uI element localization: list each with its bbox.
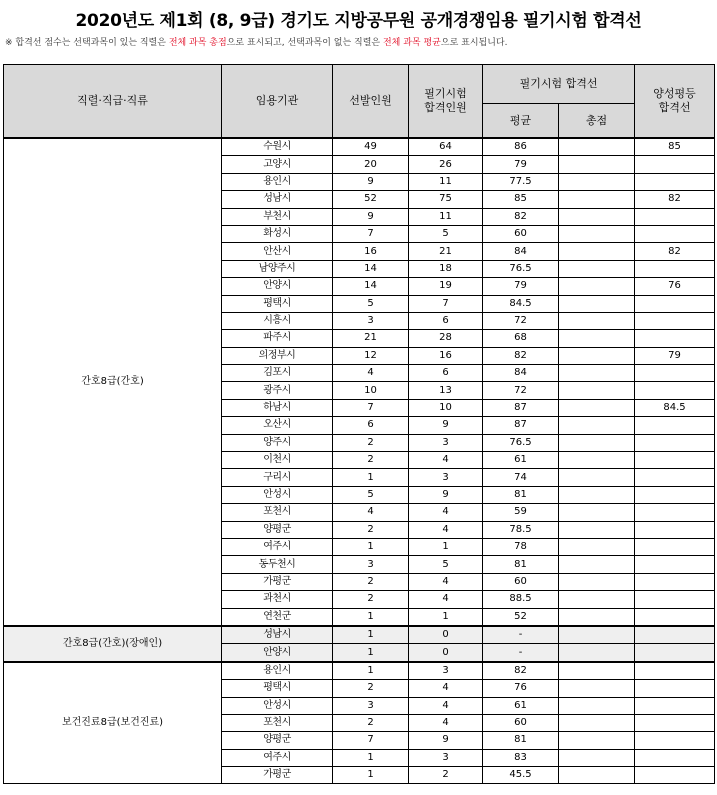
pass-count-cell: 18 bbox=[409, 260, 483, 277]
selection-count-cell: 3 bbox=[333, 697, 409, 714]
header-total: 총점 bbox=[559, 104, 635, 139]
agency-cell: 평택시 bbox=[222, 295, 333, 312]
header-agency: 임용기관 bbox=[222, 65, 333, 139]
selection-count-cell: 4 bbox=[333, 504, 409, 521]
total-cell bbox=[559, 504, 635, 521]
gender-equality-cell bbox=[635, 732, 715, 749]
selection-count-cell: 3 bbox=[333, 556, 409, 573]
gender-equality-cell bbox=[635, 504, 715, 521]
gender-equality-cell: 79 bbox=[635, 347, 715, 364]
gender-equality-cell: 76 bbox=[635, 278, 715, 295]
selection-count-cell: 9 bbox=[333, 173, 409, 190]
selection-count-cell: 20 bbox=[333, 156, 409, 173]
header-job-series: 직렬·직급·직류 bbox=[4, 65, 222, 139]
total-cell bbox=[559, 399, 635, 416]
pass-count-cell: 10 bbox=[409, 399, 483, 416]
selection-count-cell: 49 bbox=[333, 138, 409, 156]
pass-count-cell: 11 bbox=[409, 173, 483, 190]
agency-cell: 용인시 bbox=[222, 173, 333, 190]
average-cell: 59 bbox=[483, 504, 559, 521]
agency-cell: 안성시 bbox=[222, 486, 333, 503]
pass-count-cell: 0 bbox=[409, 626, 483, 644]
table-body bbox=[4, 138, 715, 784]
selection-count-cell: 4 bbox=[333, 365, 409, 382]
selection-count-cell: 7 bbox=[333, 732, 409, 749]
header-gender-equality: 양성평등 합격선 bbox=[635, 65, 715, 139]
selection-count-cell: 7 bbox=[333, 225, 409, 242]
selection-count-cell: 1 bbox=[333, 767, 409, 784]
gender-equality-cell bbox=[635, 714, 715, 731]
gender-equality-cell bbox=[635, 608, 715, 626]
pass-count-cell: 75 bbox=[409, 191, 483, 208]
selection-count-cell: 2 bbox=[333, 521, 409, 538]
pass-count-cell: 1 bbox=[409, 538, 483, 555]
average-cell: 60 bbox=[483, 714, 559, 731]
average-cell: 72 bbox=[483, 312, 559, 329]
total-cell bbox=[559, 243, 635, 260]
header-cutoff: 필기시험 합격선 bbox=[483, 65, 635, 104]
average-cell: 72 bbox=[483, 382, 559, 399]
average-cell: 82 bbox=[483, 662, 559, 680]
total-cell bbox=[559, 173, 635, 190]
note-highlight-total: 전체 과목 총점 bbox=[168, 38, 227, 48]
gender-equality-cell bbox=[635, 469, 715, 486]
pass-count-cell: 4 bbox=[409, 504, 483, 521]
pass-count-cell: 5 bbox=[409, 225, 483, 242]
total-cell bbox=[559, 749, 635, 766]
gender-equality-cell bbox=[635, 591, 715, 608]
gender-equality-cell bbox=[635, 452, 715, 469]
gender-equality-cell bbox=[635, 538, 715, 555]
table-row bbox=[4, 626, 715, 644]
selection-count-cell: 1 bbox=[333, 469, 409, 486]
pass-count-cell: 21 bbox=[409, 243, 483, 260]
average-cell: 61 bbox=[483, 452, 559, 469]
selection-count-cell: 1 bbox=[333, 608, 409, 626]
agency-cell: 남양주시 bbox=[222, 260, 333, 277]
total-cell bbox=[559, 714, 635, 731]
gender-equality-cell: 82 bbox=[635, 243, 715, 260]
gender-equality-cell bbox=[635, 156, 715, 173]
header-pass-count: 필기시험 합격인원 bbox=[409, 65, 483, 139]
agency-cell: 성남시 bbox=[222, 626, 333, 644]
total-cell bbox=[559, 626, 635, 644]
agency-cell: 안양시 bbox=[222, 278, 333, 295]
pass-count-cell: 28 bbox=[409, 330, 483, 347]
pass-count-cell: 4 bbox=[409, 591, 483, 608]
selection-count-cell: 7 bbox=[333, 399, 409, 416]
pass-count-cell: 9 bbox=[409, 732, 483, 749]
gender-equality-cell bbox=[635, 644, 715, 662]
gender-equality-cell bbox=[635, 556, 715, 573]
pass-count-cell: 64 bbox=[409, 138, 483, 156]
agency-cell: 평택시 bbox=[222, 680, 333, 697]
agency-cell: 김포시 bbox=[222, 365, 333, 382]
agency-cell: 화성시 bbox=[222, 225, 333, 242]
note-suffix: 으로 표시됩니다. bbox=[440, 38, 508, 48]
selection-count-cell: 16 bbox=[333, 243, 409, 260]
average-cell: 86 bbox=[483, 138, 559, 156]
average-cell: 84 bbox=[483, 243, 559, 260]
average-cell: 61 bbox=[483, 697, 559, 714]
average-cell: 60 bbox=[483, 573, 559, 590]
agency-cell: 포천시 bbox=[222, 714, 333, 731]
pass-count-cell: 11 bbox=[409, 208, 483, 225]
table-header bbox=[4, 65, 715, 139]
agency-cell: 파주시 bbox=[222, 330, 333, 347]
table-row bbox=[4, 662, 715, 680]
gender-equality-cell bbox=[635, 521, 715, 538]
selection-count-cell: 52 bbox=[333, 191, 409, 208]
total-cell bbox=[559, 138, 635, 156]
selection-count-cell: 2 bbox=[333, 591, 409, 608]
selection-count-cell: 5 bbox=[333, 486, 409, 503]
total-cell bbox=[559, 382, 635, 399]
agency-cell: 하남시 bbox=[222, 399, 333, 416]
selection-count-cell: 21 bbox=[333, 330, 409, 347]
selection-count-cell: 12 bbox=[333, 347, 409, 364]
selection-count-cell: 10 bbox=[333, 382, 409, 399]
pass-count-cell: 4 bbox=[409, 573, 483, 590]
pass-count-cell: 7 bbox=[409, 295, 483, 312]
score-note bbox=[5, 35, 507, 48]
average-cell: 82 bbox=[483, 208, 559, 225]
selection-count-cell: 5 bbox=[333, 295, 409, 312]
pass-count-cell: 3 bbox=[409, 662, 483, 680]
gender-equality-cell bbox=[635, 173, 715, 190]
average-cell: 83 bbox=[483, 749, 559, 766]
pass-count-cell: 19 bbox=[409, 278, 483, 295]
average-cell: - bbox=[483, 644, 559, 662]
selection-count-cell: 1 bbox=[333, 749, 409, 766]
selection-count-cell: 2 bbox=[333, 714, 409, 731]
selection-count-cell: 2 bbox=[333, 452, 409, 469]
selection-count-cell: 3 bbox=[333, 312, 409, 329]
agency-cell: 시흥시 bbox=[222, 312, 333, 329]
selection-count-cell: 2 bbox=[333, 434, 409, 451]
gender-equality-cell bbox=[635, 767, 715, 784]
agency-cell: 연천군 bbox=[222, 608, 333, 626]
agency-cell: 여주시 bbox=[222, 749, 333, 766]
pass-count-cell: 13 bbox=[409, 382, 483, 399]
agency-cell: 양평군 bbox=[222, 521, 333, 538]
agency-cell: 양주시 bbox=[222, 434, 333, 451]
gender-equality-cell bbox=[635, 295, 715, 312]
agency-cell: 가평군 bbox=[222, 767, 333, 784]
average-cell: 87 bbox=[483, 417, 559, 434]
total-cell bbox=[559, 347, 635, 364]
average-cell: 81 bbox=[483, 732, 559, 749]
agency-cell: 의정부시 bbox=[222, 347, 333, 364]
pass-count-cell: 9 bbox=[409, 486, 483, 503]
gender-equality-cell bbox=[635, 697, 715, 714]
selection-count-cell: 1 bbox=[333, 662, 409, 680]
pass-count-cell: 6 bbox=[409, 312, 483, 329]
average-cell: 79 bbox=[483, 278, 559, 295]
agency-cell: 포천시 bbox=[222, 504, 333, 521]
pass-count-cell: 4 bbox=[409, 697, 483, 714]
agency-cell: 부천시 bbox=[222, 208, 333, 225]
average-cell: 52 bbox=[483, 608, 559, 626]
job-series-cell: 보건진료8급(보건진료) bbox=[4, 662, 222, 784]
agency-cell: 안양시 bbox=[222, 644, 333, 662]
total-cell bbox=[559, 486, 635, 503]
agency-cell: 안산시 bbox=[222, 243, 333, 260]
job-series-cell: 간호8급(간호)(장애인) bbox=[4, 626, 222, 662]
gender-equality-cell bbox=[635, 662, 715, 680]
selection-count-cell: 2 bbox=[333, 573, 409, 590]
gender-equality-cell bbox=[635, 382, 715, 399]
gender-equality-cell bbox=[635, 260, 715, 277]
selection-count-cell: 1 bbox=[333, 644, 409, 662]
average-cell: 82 bbox=[483, 347, 559, 364]
pass-count-cell: 3 bbox=[409, 749, 483, 766]
average-cell: 84.5 bbox=[483, 295, 559, 312]
pass-count-cell: 4 bbox=[409, 680, 483, 697]
pass-count-cell: 16 bbox=[409, 347, 483, 364]
gender-equality-cell bbox=[635, 486, 715, 503]
agency-cell: 과천시 bbox=[222, 591, 333, 608]
average-cell: 76.5 bbox=[483, 260, 559, 277]
agency-cell: 이천시 bbox=[222, 452, 333, 469]
agency-cell: 광주시 bbox=[222, 382, 333, 399]
note-middle: 으로 표시되고, 선택과목이 없는 직렬은 bbox=[226, 38, 383, 48]
total-cell bbox=[559, 767, 635, 784]
gender-equality-cell bbox=[635, 573, 715, 590]
total-cell bbox=[559, 680, 635, 697]
total-cell bbox=[559, 365, 635, 382]
gender-equality-cell bbox=[635, 680, 715, 697]
results-table bbox=[3, 64, 715, 784]
gender-equality-cell bbox=[635, 225, 715, 242]
gender-equality-cell: 84.5 bbox=[635, 399, 715, 416]
gender-equality-cell bbox=[635, 626, 715, 644]
average-cell: 81 bbox=[483, 556, 559, 573]
pass-count-cell: 4 bbox=[409, 452, 483, 469]
selection-count-cell: 14 bbox=[333, 278, 409, 295]
total-cell bbox=[559, 573, 635, 590]
gender-equality-cell bbox=[635, 312, 715, 329]
total-cell bbox=[559, 556, 635, 573]
note-prefix: ※ 합격선 점수는 선택과목이 있는 직렬은 bbox=[5, 38, 169, 48]
table-row bbox=[4, 138, 715, 156]
total-cell bbox=[559, 260, 635, 277]
total-cell bbox=[559, 330, 635, 347]
total-cell bbox=[559, 644, 635, 662]
agency-cell: 용인시 bbox=[222, 662, 333, 680]
total-cell bbox=[559, 434, 635, 451]
agency-cell: 가평군 bbox=[222, 573, 333, 590]
header-selection-count: 선발인원 bbox=[333, 65, 409, 139]
average-cell: 45.5 bbox=[483, 767, 559, 784]
agency-cell: 안성시 bbox=[222, 697, 333, 714]
total-cell bbox=[559, 295, 635, 312]
agency-cell: 동두천시 bbox=[222, 556, 333, 573]
total-cell bbox=[559, 732, 635, 749]
gender-equality-cell bbox=[635, 749, 715, 766]
selection-count-cell: 1 bbox=[333, 538, 409, 555]
average-cell: 88.5 bbox=[483, 591, 559, 608]
pass-count-cell: 0 bbox=[409, 644, 483, 662]
average-cell: 74 bbox=[483, 469, 559, 486]
note-highlight-average: 전체 과목 평균 bbox=[382, 38, 441, 48]
gender-equality-cell bbox=[635, 330, 715, 347]
total-cell bbox=[559, 538, 635, 555]
average-cell: 78.5 bbox=[483, 521, 559, 538]
pass-count-cell: 3 bbox=[409, 469, 483, 486]
pass-count-cell: 26 bbox=[409, 156, 483, 173]
average-cell: - bbox=[483, 626, 559, 644]
average-cell: 84 bbox=[483, 365, 559, 382]
agency-cell: 양평군 bbox=[222, 732, 333, 749]
agency-cell: 여주시 bbox=[222, 538, 333, 555]
total-cell bbox=[559, 312, 635, 329]
total-cell bbox=[559, 156, 635, 173]
average-cell: 68 bbox=[483, 330, 559, 347]
agency-cell: 구리시 bbox=[222, 469, 333, 486]
header-average: 평균 bbox=[483, 104, 559, 139]
pass-count-cell: 2 bbox=[409, 767, 483, 784]
total-cell bbox=[559, 697, 635, 714]
pass-count-cell: 3 bbox=[409, 434, 483, 451]
pass-count-cell: 4 bbox=[409, 521, 483, 538]
selection-count-cell: 6 bbox=[333, 417, 409, 434]
total-cell bbox=[559, 225, 635, 242]
agency-cell: 성남시 bbox=[222, 191, 333, 208]
agency-cell: 오산시 bbox=[222, 417, 333, 434]
average-cell: 77.5 bbox=[483, 173, 559, 190]
average-cell: 81 bbox=[483, 486, 559, 503]
agency-cell: 고양시 bbox=[222, 156, 333, 173]
total-cell bbox=[559, 452, 635, 469]
total-cell bbox=[559, 208, 635, 225]
pass-count-cell: 6 bbox=[409, 365, 483, 382]
agency-cell: 수원시 bbox=[222, 138, 333, 156]
pass-count-cell: 5 bbox=[409, 556, 483, 573]
gender-equality-cell bbox=[635, 434, 715, 451]
gender-equality-cell: 82 bbox=[635, 191, 715, 208]
average-cell: 76 bbox=[483, 680, 559, 697]
average-cell: 60 bbox=[483, 225, 559, 242]
page-title: 2020년도 제1회 (8, 9급) 경기도 지방공무원 공개경쟁임용 필기시험 합격선 bbox=[75, 11, 642, 31]
gender-equality-cell: 85 bbox=[635, 138, 715, 156]
pass-count-cell: 1 bbox=[409, 608, 483, 626]
total-cell bbox=[559, 608, 635, 626]
average-cell: 76.5 bbox=[483, 434, 559, 451]
average-cell: 85 bbox=[483, 191, 559, 208]
gender-equality-cell bbox=[635, 208, 715, 225]
selection-count-cell: 1 bbox=[333, 626, 409, 644]
job-series-cell: 간호8급(간호) bbox=[4, 138, 222, 626]
total-cell bbox=[559, 521, 635, 538]
pass-count-cell: 4 bbox=[409, 714, 483, 731]
gender-equality-cell bbox=[635, 417, 715, 434]
gender-equality-cell bbox=[635, 365, 715, 382]
total-cell bbox=[559, 191, 635, 208]
total-cell bbox=[559, 417, 635, 434]
selection-count-cell: 14 bbox=[333, 260, 409, 277]
average-cell: 79 bbox=[483, 156, 559, 173]
total-cell bbox=[559, 591, 635, 608]
selection-count-cell: 2 bbox=[333, 680, 409, 697]
average-cell: 87 bbox=[483, 399, 559, 416]
total-cell bbox=[559, 278, 635, 295]
pass-count-cell: 9 bbox=[409, 417, 483, 434]
total-cell bbox=[559, 662, 635, 680]
average-cell: 78 bbox=[483, 538, 559, 555]
selection-count-cell: 9 bbox=[333, 208, 409, 225]
total-cell bbox=[559, 469, 635, 486]
